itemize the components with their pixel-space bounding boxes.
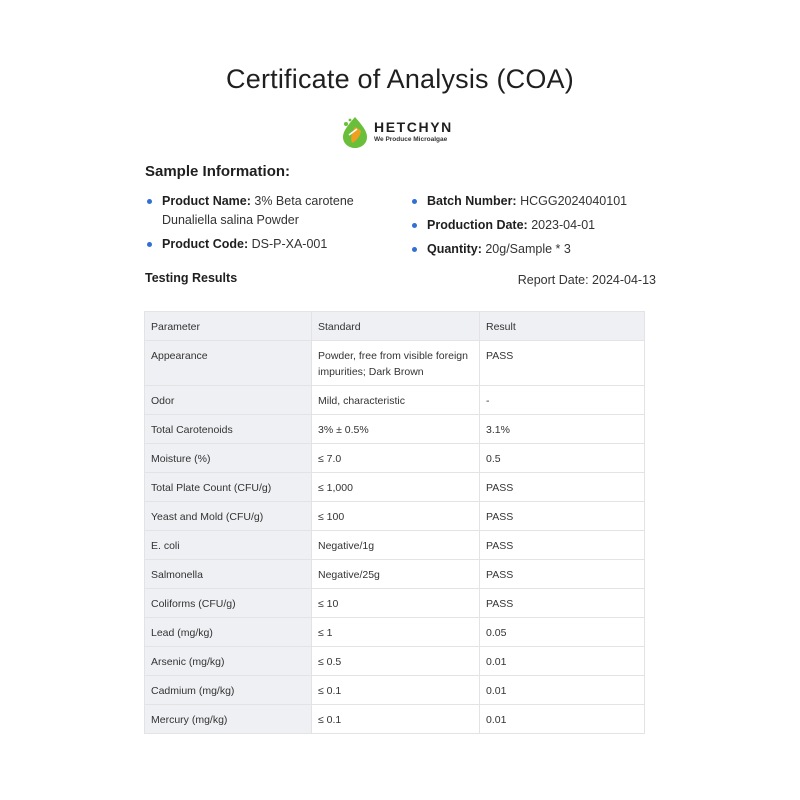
leaf-logo-icon (340, 115, 370, 149)
cell-parameter: Mercury (mg/kg) (145, 705, 312, 734)
table-header-row (145, 312, 645, 341)
info-key: Product Code: (162, 237, 249, 251)
cell-parameter: Odor (145, 386, 312, 415)
testing-results-heading: Testing Results (145, 271, 238, 285)
cell-result: PASS (480, 473, 645, 502)
cell-standard: ≤ 0.1 (312, 705, 480, 734)
cell-standard: ≤ 0.1 (312, 676, 480, 705)
table-row (145, 560, 645, 589)
cell-parameter: Moisture (%) (145, 444, 312, 473)
table-row (145, 415, 645, 444)
cell-standard: ≤ 0.5 (312, 647, 480, 676)
info-value: 3% Beta carotene Dunaliella salina Powder (162, 194, 354, 227)
table-row (145, 531, 645, 560)
cell-result: PASS (480, 589, 645, 618)
table-row (145, 341, 645, 386)
cell-parameter: Total Plate Count (CFU/g) (145, 473, 312, 502)
table-row (145, 589, 645, 618)
logo-name: HETCHYN (374, 119, 453, 136)
info-item-product-name (145, 192, 375, 230)
cell-standard: ≤ 1 (312, 618, 480, 647)
cell-result: 0.01 (480, 705, 645, 734)
cell-standard: Mild, characteristic (312, 386, 480, 415)
report-date: Report Date: 2024-04-13 (517, 273, 656, 287)
cell-parameter: Appearance (145, 341, 312, 386)
cell-standard: 3% ± 0.5% (312, 415, 480, 444)
info-item-quantity (410, 240, 650, 259)
table-row (145, 502, 645, 531)
table-row (145, 386, 645, 415)
cell-parameter: E. coli (145, 531, 312, 560)
cell-parameter: Total Carotenoids (145, 415, 312, 444)
info-key: Quantity: (427, 242, 482, 256)
table-row (145, 705, 645, 734)
cell-parameter: Cadmium (mg/kg) (145, 676, 312, 705)
cell-standard: Negative/1g (312, 531, 480, 560)
cell-result: 0.05 (480, 618, 645, 647)
info-value: 20g/Sample * 3 (485, 242, 571, 256)
cell-standard: ≤ 100 (312, 502, 480, 531)
cell-result: 0.5 (480, 444, 645, 473)
cell-standard: ≤ 1,000 (312, 473, 480, 502)
info-key: Production Date: (427, 218, 528, 232)
info-item-product-code (145, 235, 375, 254)
info-item-batch-number (410, 192, 650, 211)
info-key: Batch Number: (427, 194, 517, 208)
results-table (144, 311, 645, 734)
table-row (145, 676, 645, 705)
cell-standard: Powder, free from visible foreign impurities; Dark Brown (312, 341, 480, 386)
info-value: DS-P-XA-001 (251, 237, 328, 251)
info-item-production-date (410, 216, 650, 235)
cell-result: PASS (480, 341, 645, 386)
column-header-parameter: Parameter (145, 312, 312, 341)
cell-result: PASS (480, 560, 645, 589)
sample-info-left (145, 192, 375, 259)
cell-parameter: Yeast and Mold (CFU/g) (145, 502, 312, 531)
cell-result: PASS (480, 531, 645, 560)
cell-standard: ≤ 10 (312, 589, 480, 618)
cell-parameter: Salmonella (145, 560, 312, 589)
table-row (145, 618, 645, 647)
info-key: Product Name: (162, 194, 251, 208)
column-header-standard: Standard (312, 312, 480, 341)
cell-parameter: Lead (mg/kg) (145, 618, 312, 647)
cell-result: PASS (480, 502, 645, 531)
sample-info-right (410, 192, 650, 264)
table-row (145, 444, 645, 473)
document-title: Certificate of Analysis (COA) (226, 64, 574, 94)
cell-result: 0.01 (480, 647, 645, 676)
table-row (145, 647, 645, 676)
cell-standard: Negative/25g (312, 560, 480, 589)
info-value: HCGG2024040101 (520, 194, 628, 208)
cell-standard: ≤ 7.0 (312, 444, 480, 473)
company-logo (340, 114, 453, 150)
cell-result: - (480, 386, 645, 415)
cell-result: 3.1% (480, 415, 645, 444)
table-row (145, 473, 645, 502)
logo-tagline: We Produce Microalgae (374, 136, 448, 144)
info-value: 2023-04-01 (531, 218, 596, 232)
cell-parameter: Coliforms (CFU/g) (145, 589, 312, 618)
cell-result: 0.01 (480, 676, 645, 705)
column-header-result: Result (480, 312, 645, 341)
cell-parameter: Arsenic (mg/kg) (145, 647, 312, 676)
sample-info-heading: Sample Information: (145, 163, 291, 180)
